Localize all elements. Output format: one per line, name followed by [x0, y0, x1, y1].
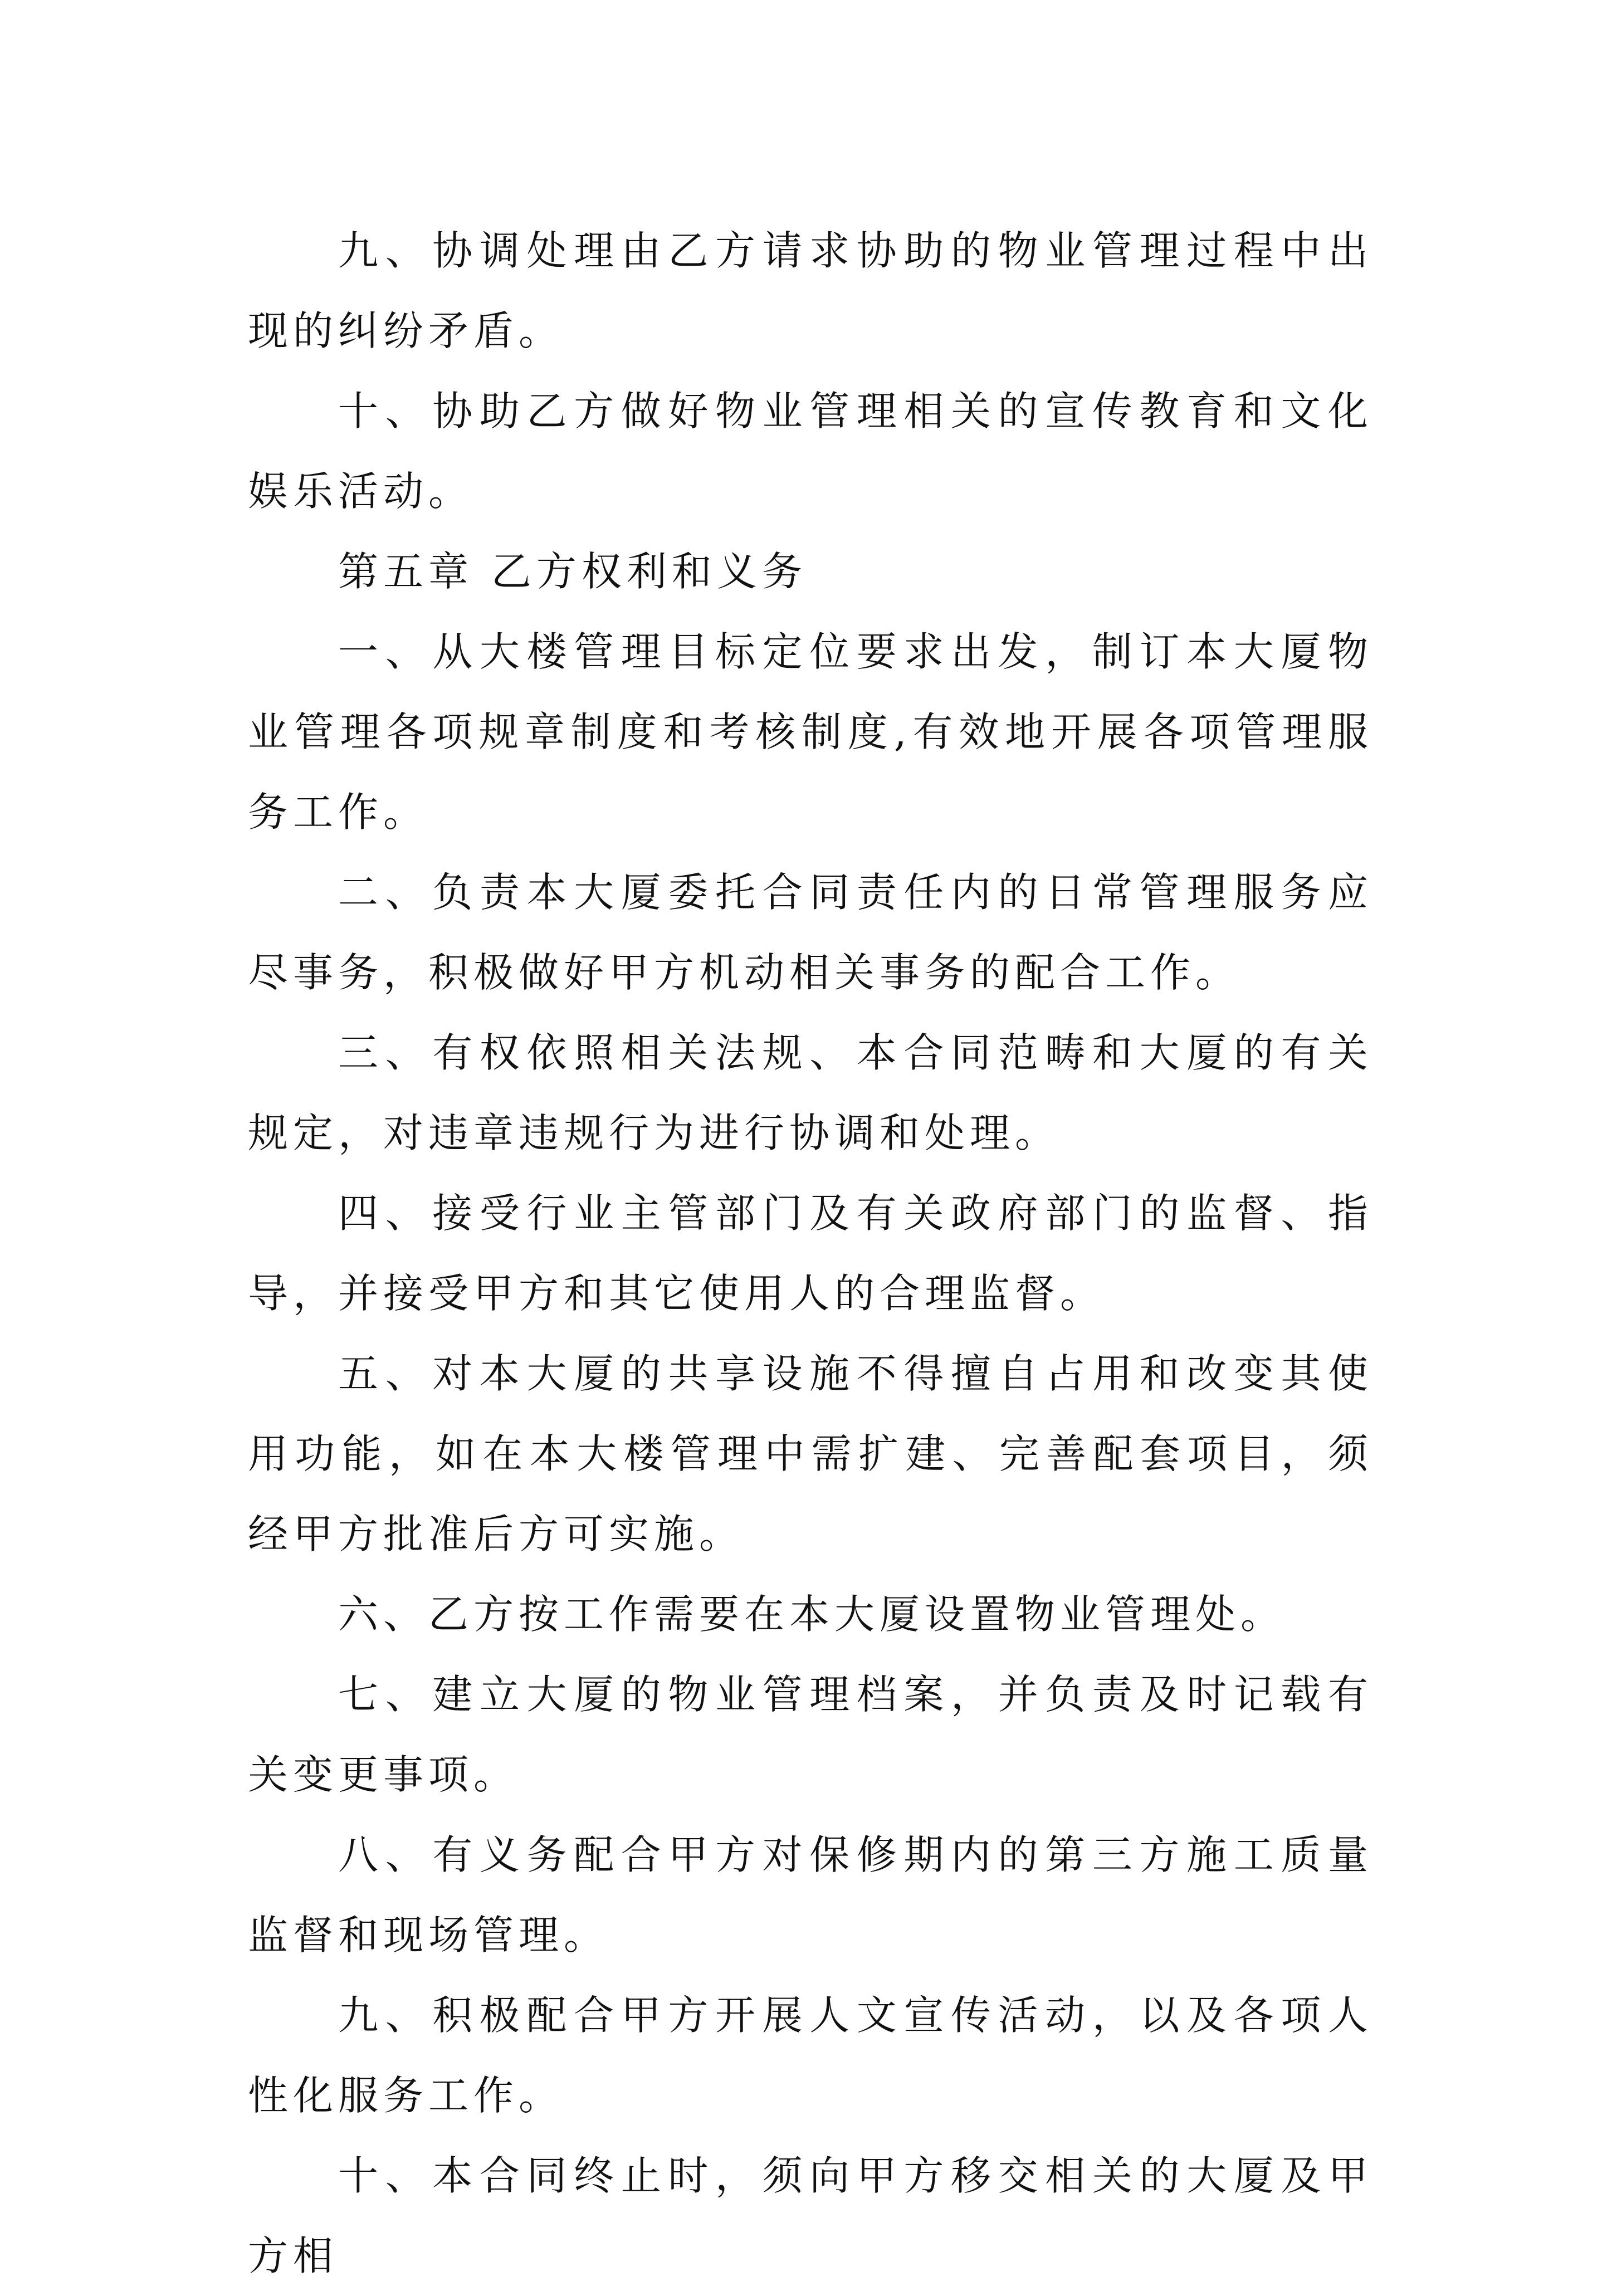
paragraph-item-2: 二、负责本大厦委托合同责任内的日常管理服务应尽事务，积极做好甲方机动相关事务的配合工作。 — [248, 869, 1373, 996]
paragraph-item-9: 九、积极配合甲方开展人文宣传活动，以及各项人性化服务工作。 — [248, 1992, 1373, 2119]
paragraph-item-8: 八、有义务配合甲方对保修期内的第三方施工质量监督和现场管理。 — [248, 1831, 1373, 1958]
paragraph-item-4: 四、接受行业主管部门及有关政府部门的监督、指导，并接受甲方和其它使用人的合理监督。 — [248, 1190, 1373, 1317]
paragraph-item-3: 三、有权依照相关法规、本合同范畴和大厦的有关规定，对违章违规行为进行协调和处理。 — [248, 1029, 1373, 1156]
paragraph-item-7: 七、建立大厦的物业管理档案，并负责及时记载有关变更事项。 — [248, 1671, 1373, 1798]
chapter-heading: 第五章 乙方权利和义务 — [338, 548, 807, 595]
paragraph-item-10: 十、本合同终止时，须向甲方移交相关的大厦及甲方相 — [248, 2152, 1373, 2279]
paragraph-item-9-coordinate: 九、协调处理由乙方请求协助的物业管理过程中出现的纠纷矛盾。 — [248, 227, 1373, 354]
paragraph-item-1: 一、从大楼管理目标定位要求出发，制订本大厦物业管理各项规章制度和考核制度,有效地开展各项管理服务工作。 — [248, 628, 1373, 836]
paragraph-item-10-publicity: 十、协助乙方做好物业管理相关的宣传教育和文化娱乐活动。 — [248, 388, 1373, 515]
paragraph-item-5: 五、对本大厦的共享设施不得擅自占用和改变其使用功能，如在本大楼管理中需扩建、完善配套项目，须经甲方批准后方可实施。 — [248, 1350, 1373, 1557]
paragraph-item-6: 六、乙方按工作需要在本大厦设置物业管理处。 — [338, 1591, 1286, 1638]
document-body — [248, 211, 1373, 2296]
